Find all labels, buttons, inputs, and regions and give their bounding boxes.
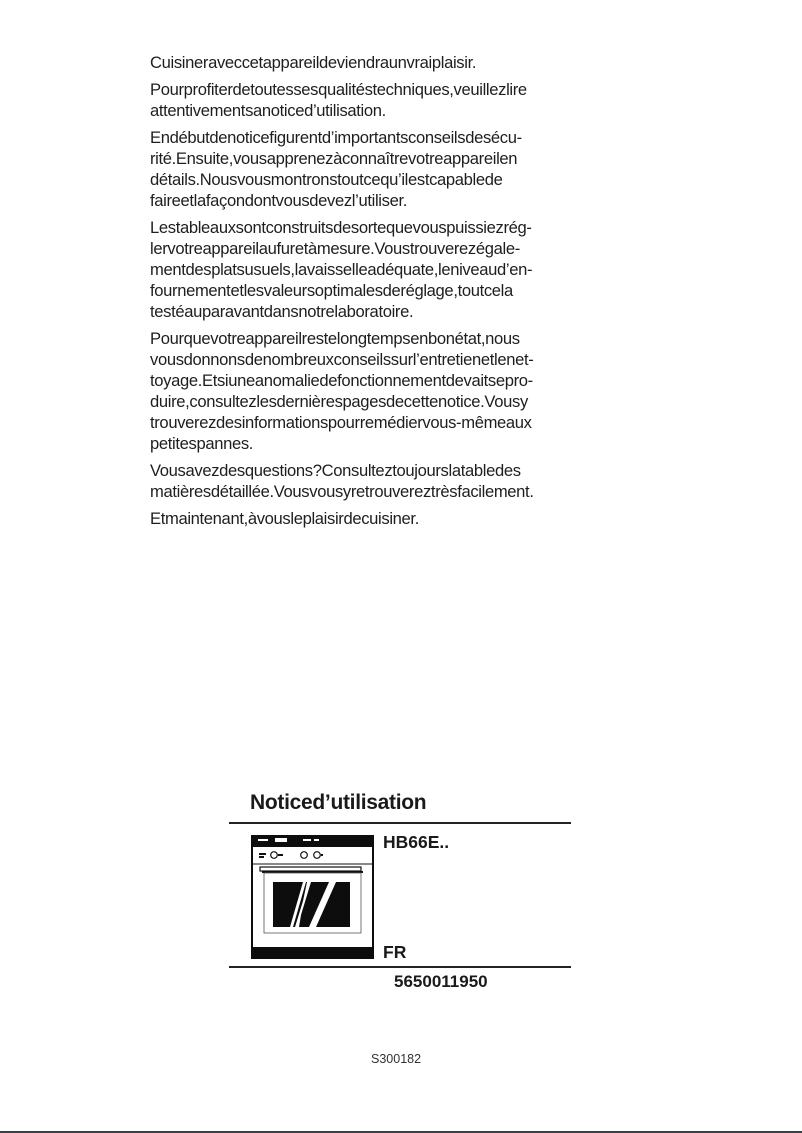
cover-title: Noticed’utilisation xyxy=(250,791,427,814)
footer-code: S300182 xyxy=(371,1052,422,1066)
intro-paragraph-3: Endébutdenoticefigurentd’importantsconseilsdesécu- rité.Ensuite,vousapprenezàconnaîtrevotreappareilen détails.Nousvousmontronstoutcequ’ilestcapablede faireetlafaçondontvousdevezl’utiliser. xyxy=(150,128,522,210)
intro-paragraph-7: Etmaintenant,àvousleplaisirdecuisiner. xyxy=(150,509,419,528)
oven-icon xyxy=(251,835,374,959)
document-number: 5650011950 xyxy=(394,972,488,991)
language-code: FR xyxy=(383,942,407,962)
intro-paragraph-6: Vousavezdesquestions?Consulteztoujourslatabledes matièresdétaillée.Vousvousyretrouvereztrèsfacilement. xyxy=(150,461,534,501)
divider-top xyxy=(229,822,571,824)
model-number: HB66E.. xyxy=(383,832,450,852)
intro-paragraph-2: Pourprofiterdetoutessesqualitéstechniques,veuillezlire attentivementsanoticed’utilisation. xyxy=(150,80,527,120)
intro-paragraph-1: Cuisineraveccetappareildeviendraunvraiplaisir. xyxy=(150,53,477,72)
intro-paragraph-5: Pourquevotreappareilrestelongtempsenbonétat,nous vousdonnonsdenombreuxconseilssurl’entretienetlenet- toyage.Etsiuneanomaliedefonctionnementdevaitsepro- duire,consultezlesdernièrespagesdecettenotice.Vousy trouverezdesinformationspourremédiervous-mêmeaux petitespannes. xyxy=(150,329,534,453)
intro-paragraph-4: Lestableauxsontconstruitsdesortequevouspuissiezrég- lervotreappareilaufuretàmesure.Voustrouverezégale- mentdesplatsusuels,lavaisselleadéquate,leniveaud’en- fournementetlesvaleursoptimalesderéglage,toutcela testéauparavantdansnotrelaboratoire. xyxy=(150,218,533,321)
intro-text xyxy=(150,52,610,535)
divider-bottom xyxy=(229,966,571,968)
